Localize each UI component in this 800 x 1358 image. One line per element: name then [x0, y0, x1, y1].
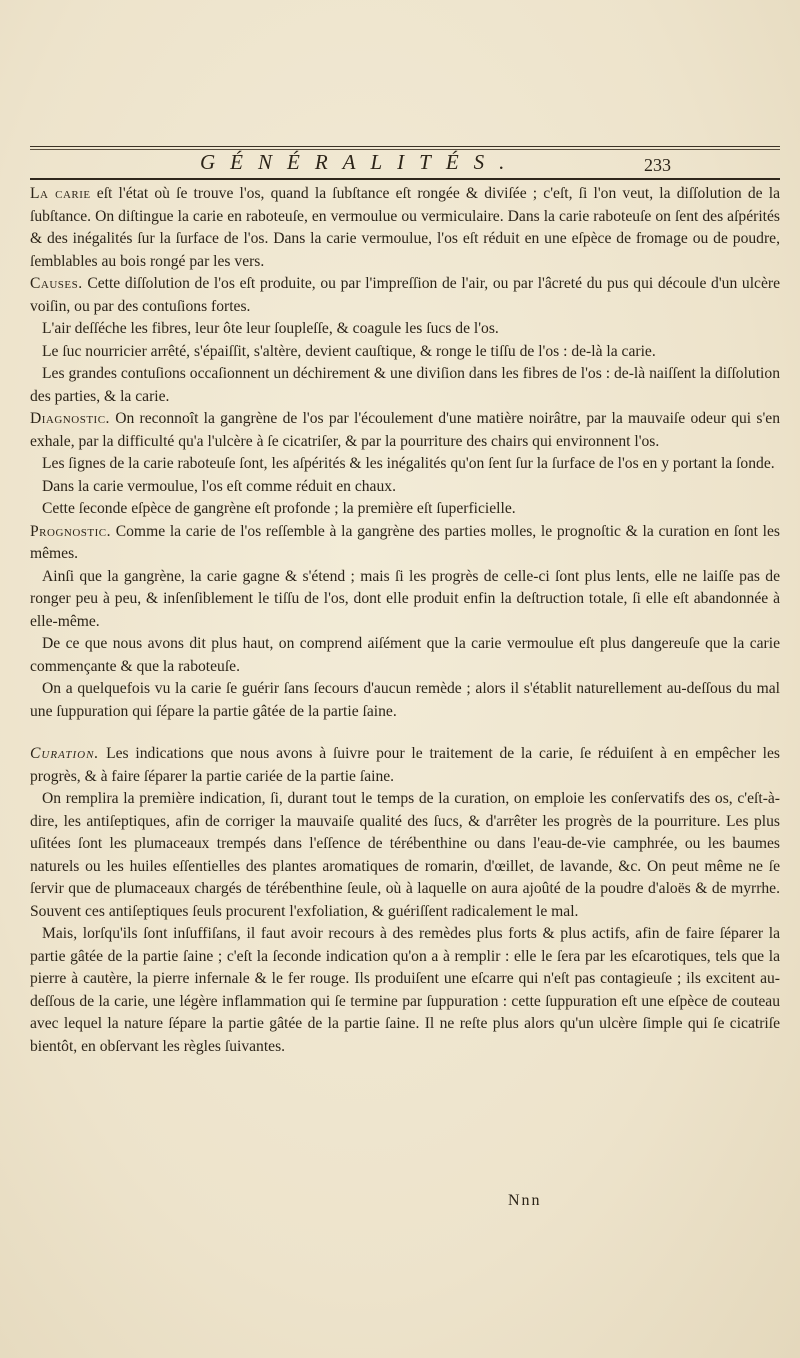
paragraph [30, 566, 780, 634]
paragraph [30, 678, 780, 723]
paragraph-text: Mais, lorſqu'ils ſont inſuffiſans, il faut avoir recours à des remèdes plus forts & plus actifs, afin de faire ſéparer la partie gâtée de la partie ſaine ; c'eſt la ſeconde indication qu'on a à remplir : elle le ſera par les eſcarotiques, tels que la pierre à cautère, la pierre infernale & le fer rouge. Ils produiſent une eſcarre qui n'eſt pas contagieuſe ; ils excitent au-deſſous de la carie, une légère inflammation qui ſe termine par ſuppuration : cette ſuppuration eſt une eſpèce de couteau avec lequel la nature ſépare la partie gâtée de la partie ſaine. Il ne reſte plus alors qu'un ulcère ſimple qui ſe cicatriſe bientôt, en obſervant les règles ſuivantes. [30, 925, 780, 1055]
paragraph-lead: Diagnostic. [30, 410, 110, 427]
paragraph-text: L'air deſſéche les fibres, leur ôte leur ſoupleſſe, & coagule les ſucs de l'os. [42, 320, 499, 337]
paragraph-text: Cette diſſolution de l'os eſt produite, ou par l'impreſſion de l'air, ou par l'âcreté du pus qui découle d'un ulcère voiſin, ou par des contuſions fortes. [30, 275, 780, 315]
paragraph-text: On remplira la première indication, ſi, durant tout le temps de la curation, on emploie les conſervatifs des os, c'eſt-à-dire, les antiſeptiques, afin de corriger la mauvaiſe qualité des ſucs, & d'arrêter les progrès de la pourriture. Les plus uſitées ſont les plumaceaux trempés dans l'eſſence de térébenthine ou dans l'eau-de-vie camphrée, ou les baumes naturels ou les huiles eſſentielles des plantes aromatiques de romarin, d'œillet, de lavande, &c. On peut même ne ſe ſervir que de plumaceaux chargés de térébenthine ſeule, où à laquelle on aura ajoûté de la poudre d'aloës & de myrrhe. Souvent ces antiſeptiques ſeuls procurent l'exfoliation, & guériſſent radicalement le mal. [30, 790, 780, 920]
paragraph-text: De ce que nous avons dit plus haut, on comprend aiſément que la carie vermoulue eſt plus dangereuſe que la carie commençante & que la raboteuſe. [30, 635, 780, 675]
paragraph [30, 453, 780, 476]
paragraph [30, 476, 780, 499]
header-rule-top [30, 146, 780, 147]
paragraph [30, 318, 780, 341]
paragraph-text: eſt l'état où ſe trouve l'os, quand la ſubſtance eſt rongée & diviſée ; c'eſt, ſi l'on veut, la diſſolution de la ſubſtance. On diſtingue la carie en raboteuſe, en vermoulue ou vermiculaire. Dans la carie raboteuſe on ſent des aſpérités & des inégalités ſur la ſurface de l'os. Dans la carie vermoulue, l'os eſt réduit en une eſpèce de fromage ou de poudre, ſemblables au bois rongé par les vers. [30, 185, 780, 270]
paragraph-causes [30, 273, 780, 318]
paragraph-prognostic [30, 521, 780, 566]
paragraph-carie [30, 183, 780, 273]
paragraph-curation [30, 743, 780, 788]
paragraph-lead: Prognostic. [30, 522, 112, 540]
paragraph [30, 788, 780, 923]
paragraph-text: Les grandes contuſions occaſionnent un déchirement & une diviſion dans les fibres de l'os : de-là naiſſent la diſſolution des parties, & la carie. [30, 365, 780, 405]
paragraph [30, 341, 780, 364]
page-number: 233 [644, 155, 671, 175]
paragraph-diagnostic [30, 408, 780, 453]
paragraph-lead: Causes. [30, 275, 83, 292]
paragraph [30, 923, 780, 1058]
paragraph-text: Les ſignes de la carie raboteuſe ſont, les aſpérités & les inégalités qu'on ſent ſur la ſurface de l'os en y portant la ſonde. [42, 455, 775, 472]
paragraph-text: Les indications que nous avons à ſuivre pour le traitement de la carie, ſe réduiſent à en empêcher les progrès, & à faire ſéparer la partie cariée de la partie ſaine. [30, 745, 780, 785]
paragraph-text: On a quelquefois vu la carie ſe guérir ſans ſecours d'aucun remède ; alors il s'établit naturellement au-deſſous du mal une ſuppuration qui ſépare la partie gâtée de la partie ſaine. [30, 680, 780, 720]
signature-mark: Nnn [508, 1192, 542, 1209]
running-head-title: GÉNÉRALITÉS. [200, 150, 520, 174]
paragraph-text: On reconnoît la gangrène de l'os par l'écoulement d'une matière noirâtre, par la mauvaiſe odeur qui s'en exhale, par la difficulté qu'a l'ulcère à ſe cicatriſer, & par la pourriture des chairs qui environnent l'os. [30, 410, 780, 450]
paragraph [30, 498, 780, 521]
paragraph-lead: Curation. [30, 745, 100, 762]
paragraph-text: Le ſuc nourricier arrêté, s'épaiſſit, s'altère, devient cauſtique, & ronge le tiſſu de l'os : de-là la carie. [42, 342, 656, 360]
paragraph-text: Dans la carie vermoulue, l'os eſt comme réduit en chaux. [42, 477, 396, 495]
paragraph [30, 633, 780, 678]
paragraph [30, 363, 780, 408]
paragraph-text: Comme la carie de l'os reſſemble à la gangrène des parties molles, le prognoſtic & la curation en ſont les mêmes. [30, 522, 780, 562]
paragraph-text: Cette ſeconde eſpèce de gangrène eſt profonde ; la première eſt ſuperficielle. [42, 500, 516, 517]
header-rule-bottom [30, 178, 780, 180]
body-text [30, 183, 780, 1058]
paragraph-text: Ainſi que la gangrène, la carie gagne & s'étend ; mais ſi les progrès de celle-ci ſont plus lents, elle ne laiſſe pas de ronger peu à peu, & inſenſiblement le tiſſu de l'os, dont elle produit enfin la deſtruction totale, ſi elle eſt abandonnée à elle-même. [30, 567, 780, 630]
paragraph-lead: La carie [30, 185, 91, 202]
